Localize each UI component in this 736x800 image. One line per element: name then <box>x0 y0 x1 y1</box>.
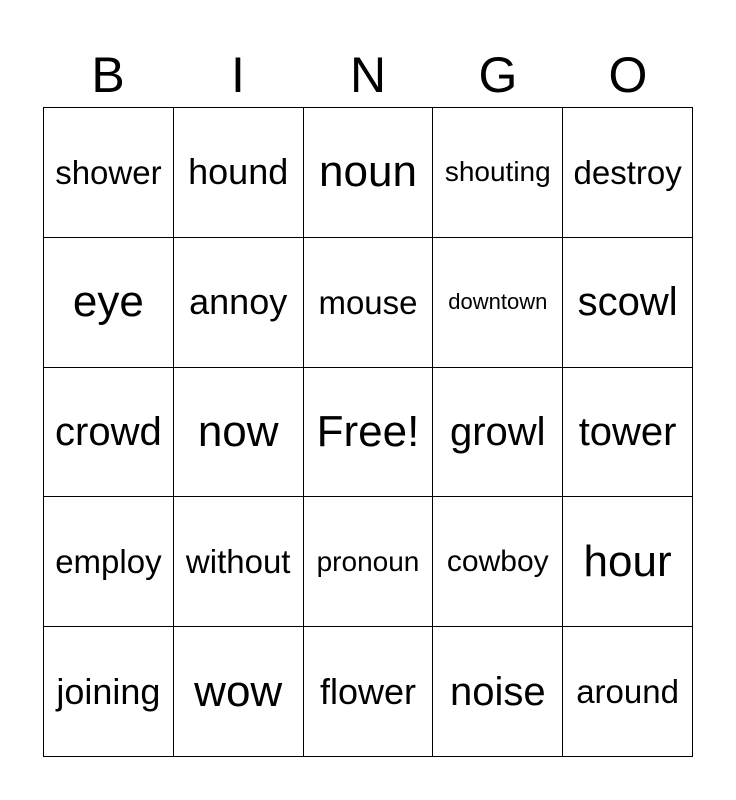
bingo-cell[interactable] <box>174 238 304 368</box>
bingo-cell[interactable] <box>44 627 174 757</box>
bingo-cell[interactable] <box>433 497 563 627</box>
bingo-cell[interactable] <box>304 238 434 368</box>
cell-word: employ <box>55 543 162 581</box>
bingo-cell[interactable] <box>304 108 434 238</box>
bingo-cell[interactable] <box>304 627 434 757</box>
cell-word: tower <box>578 409 677 454</box>
bingo-cell[interactable] <box>433 627 563 757</box>
header-letter-i: I <box>231 47 245 103</box>
bingo-cell[interactable] <box>563 627 693 757</box>
cell-word: shouting <box>444 156 551 188</box>
cell-word: now <box>197 406 279 456</box>
cell-word: eye <box>72 277 144 327</box>
free-space-label: Free! <box>316 406 420 456</box>
cell-word: growl <box>449 409 546 454</box>
cell-word: pronoun <box>316 545 420 577</box>
cell-word: hound <box>188 151 289 193</box>
bingo-board <box>43 107 693 757</box>
header-letter-g: G <box>478 47 518 103</box>
bingo-cell[interactable] <box>563 108 693 238</box>
cell-word: hour <box>583 536 672 586</box>
header-letter-b: B <box>91 47 125 103</box>
bingo-cell[interactable] <box>174 108 304 238</box>
cell-word: annoy <box>189 281 288 323</box>
header-letter-o: O <box>608 47 648 103</box>
bingo-cell[interactable] <box>433 108 563 238</box>
cell-word: shower <box>55 153 162 191</box>
bingo-cell[interactable] <box>174 368 304 498</box>
cell-word: destroy <box>573 153 682 191</box>
bingo-cell[interactable] <box>44 497 174 627</box>
cell-word: wow <box>194 666 283 716</box>
bingo-cell[interactable] <box>44 238 174 368</box>
cell-word: without <box>185 543 291 581</box>
bingo-header <box>43 42 693 108</box>
cell-word: downtown <box>448 289 548 315</box>
bingo-cell[interactable] <box>174 497 304 627</box>
cell-word: joining <box>56 670 161 712</box>
bingo-cell[interactable] <box>433 238 563 368</box>
bingo-cell[interactable] <box>174 627 304 757</box>
bingo-cell[interactable] <box>44 108 174 238</box>
cell-word: crowd <box>55 409 162 454</box>
bingo-cell[interactable] <box>563 368 693 498</box>
free-space-cell[interactable] <box>304 368 434 498</box>
bingo-cell[interactable] <box>433 368 563 498</box>
bingo-cell[interactable] <box>304 497 434 627</box>
bingo-cell[interactable] <box>563 497 693 627</box>
bingo-cell[interactable] <box>563 238 693 368</box>
header-letter-n: N <box>349 47 387 103</box>
cell-word: around <box>576 673 679 711</box>
cell-word: scowl <box>577 280 678 325</box>
cell-word: noise <box>449 669 546 714</box>
bingo-cell[interactable] <box>44 368 174 498</box>
cell-word: mouse <box>318 283 418 321</box>
cell-word: noun <box>319 147 417 197</box>
cell-word: cowboy <box>446 544 549 578</box>
cell-word: flower <box>319 670 416 712</box>
